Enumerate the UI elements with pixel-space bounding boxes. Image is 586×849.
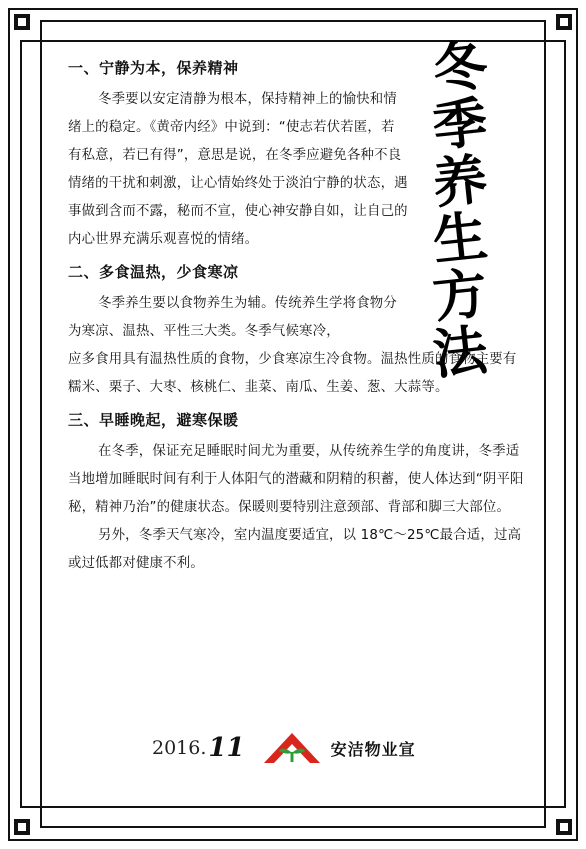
title-char: 生 [429,203,491,273]
title-char: 法 [429,317,491,387]
section-paragraph: 冬季要以安定清静为根本，保持精神上的愉快和情绪上的稳定。《黄帝内经》中说到：“使志若伏若匿，若有私意，若已有得”，意思是说，在冬季应避免各种不良情绪的干扰和刺激，让心情始终处于淡泊宁静的状态，遇事做到含而不露，秘而不宣，使心神安静自如，让自己的内心世界充满乐观喜悦的情绪。 [68,92,408,247]
frame-outer-right [576,8,578,841]
frame-corner-tl [14,14,30,30]
frame-rail-right [564,40,566,808]
section-3 [68,410,528,578]
frame-inner-bottom [40,826,546,828]
title-char: 季 [429,89,491,159]
frame-inner-top [40,20,546,22]
footer [152,730,416,766]
section-heading: 二、多食温热，少食寒凉 [68,263,239,281]
frame-corner-tr [556,14,572,30]
section-heading: 一、宁静为本，保养精神 [68,59,239,77]
title-char: 养 [429,146,491,216]
frame-inner-left [40,20,42,828]
section-paragraph: 应多食用具有温热性质的食物，少食寒凉生冷食物。温热性质的食物主要有糯米、栗子、大枣、核桃仁、韭菜、南瓜、生姜、葱、大蒜等。 [68,352,517,395]
section-paragraph: 另外，冬季天气寒冷，室内温度要适宜，以 18℃～25℃最合适，过高或过低都对健康不利。 [68,528,522,571]
title-char: 方 [429,260,491,330]
frame-outer-bottom [8,839,578,841]
date-prefix: 2016. [152,737,207,759]
section-1 [68,58,528,254]
section-paragraph: 在冬季，保证充足睡眠时间尤为重要，从传统养生学的角度讲，冬季适当地增加睡眠时间有利于人体阳气的潜藏和阴精的积蓄，使人体达到“阴平阳秘，精神乃治”的健康状态。保暖则要特别注意颈部、背部和脚三大部位。 [68,444,524,515]
frame-corner-br [556,819,572,835]
frame-outer-top [8,8,578,10]
company-logo-icon [263,732,321,764]
section-2 [68,262,528,402]
frame-corner-bl [14,819,30,835]
frame-inner-right [544,20,546,828]
section-heading: 三、早睡晚起，避寒保暖 [68,411,239,429]
title-char: 冬 [429,32,491,102]
company-name: 安洁物业宣 [330,739,416,759]
frame-outer-left [8,8,10,841]
date-month: 11 [208,733,245,763]
article-body [68,58,528,586]
section-paragraph: 冬季养生要以食物养生为辅。传统养生学将食物分为寒凉、温热、平性三大类。冬季气候寒冷， [68,296,397,339]
frame-rail-bottom [20,806,566,808]
frame-rail-left [20,40,22,808]
